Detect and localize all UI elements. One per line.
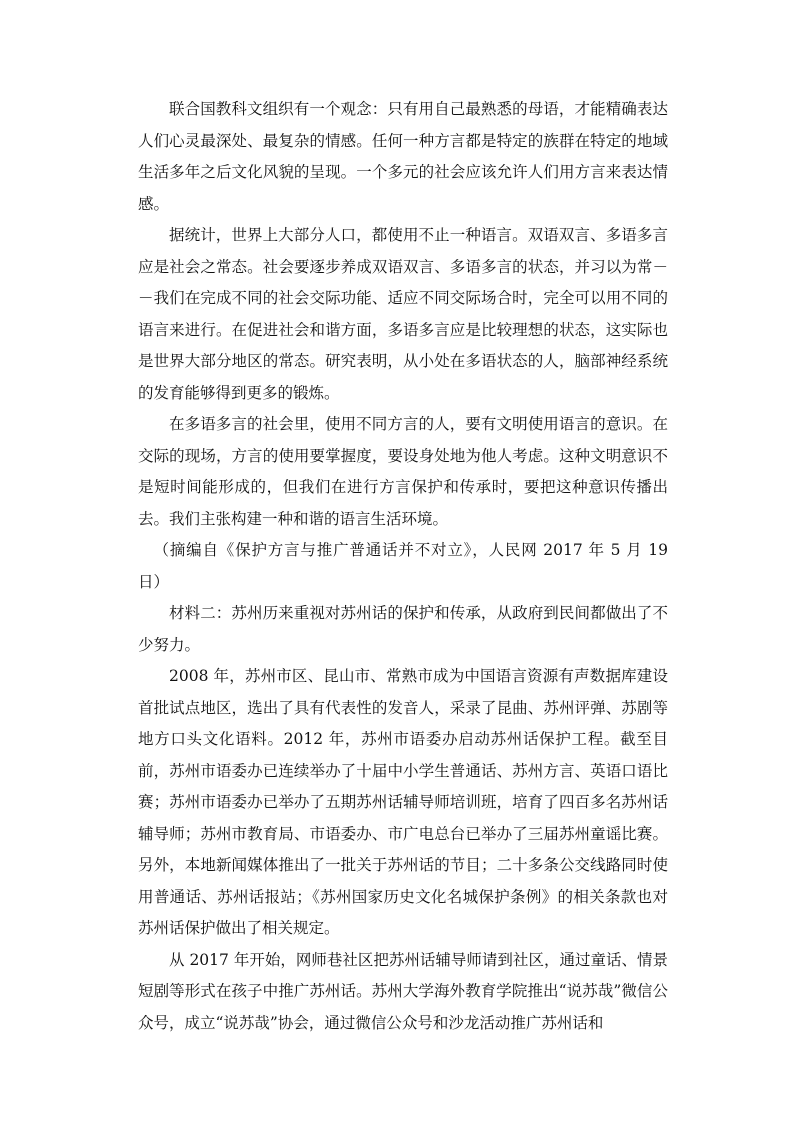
paragraph-multilingual-statistics: 据统计，世界上大部分人口，都使用不止一种语言。双语双言、多语多言应是社会之常态。社会要逐步养成双语双言、多语多言的状态，并习以为常－－我们在完成不同的社会交际功能、适应不同交际场合时，完全可以用不同的语言来进行。在促进社会和谐方面，多语多言应是比较理想的状态，这实际也是世界大部分地区的常态。研究表明，从小处在多语状态的人，脑部神经系统的发育能够得到更多的锻炼。 bbox=[138, 226, 668, 402]
document-body bbox=[138, 94, 668, 1039]
paragraph-community-promotion: 从 2017 年开始，网师巷社区把苏州话辅导师请到社区，通过童话、情景短剧等形式在孩子中推广苏州话。苏州大学海外教育学院推出“说苏哉”微信公众号，成立“说苏哉”协会，通过微信公众号和沙龙活动推广苏州话和 bbox=[138, 950, 668, 1032]
paragraph-unesco-view: 联合国教科文组织有一个观念：只有用自己最熟悉的母语，才能精确表达人们心灵最深处、最复杂的情感。任何一种方言都是特定的族群在特定的地域生活多年之后文化风貌的呈现。一个多元的社会应该允许人们用方言来表达情感。 bbox=[138, 100, 668, 213]
source-citation: （摘编自《保护方言与推广普通话并不对立》，人民网 2017 年 5 月 19 日） bbox=[138, 541, 668, 591]
paragraph-suzhou-efforts: 2008 年，苏州市区、昆山市、常熟市成为中国语言资源有声数据库建设首批试点地区，选出了具有代表性的发音人，采录了昆曲、苏州评弹、苏剧等地方口头文化语料。2012 年，苏州市语委办启动苏州话保护工程。截至目前，苏州市语委办已连续举办了十届中小学生普通话、苏州方言、英语口语比赛；苏州市语委办已举办了五期苏州话辅导师培训班，培育了四百多名苏州话辅导师；苏州市教育局、市语委办、市广电总台已举办了三届苏州童谣比赛。另外，本地新闻媒体推出了一批关于苏州话的节目；二十多条公交线路同时使用普通话、苏州话报站；《苏州国家历史文化名城保护条例》的相关条款也对苏州话保护做出了相关规定。 bbox=[138, 667, 668, 937]
paragraph-civilized-language-use: 在多语多言的社会里，使用不同方言的人，要有文明使用语言的意识。在交际的现场，方言的使用要掌握度，要设身处地为他人考虑。这种文明意识不是短时间能形成的，但我们在进行方言保护和传承时，要把这种意识传播出去。我们主张构建一种和谐的语言生活环境。 bbox=[138, 415, 668, 528]
material-two-intro: 材料二：苏州历来重视对苏州话的保护和传承，从政府到民间都做出了不少努力。 bbox=[138, 604, 668, 654]
